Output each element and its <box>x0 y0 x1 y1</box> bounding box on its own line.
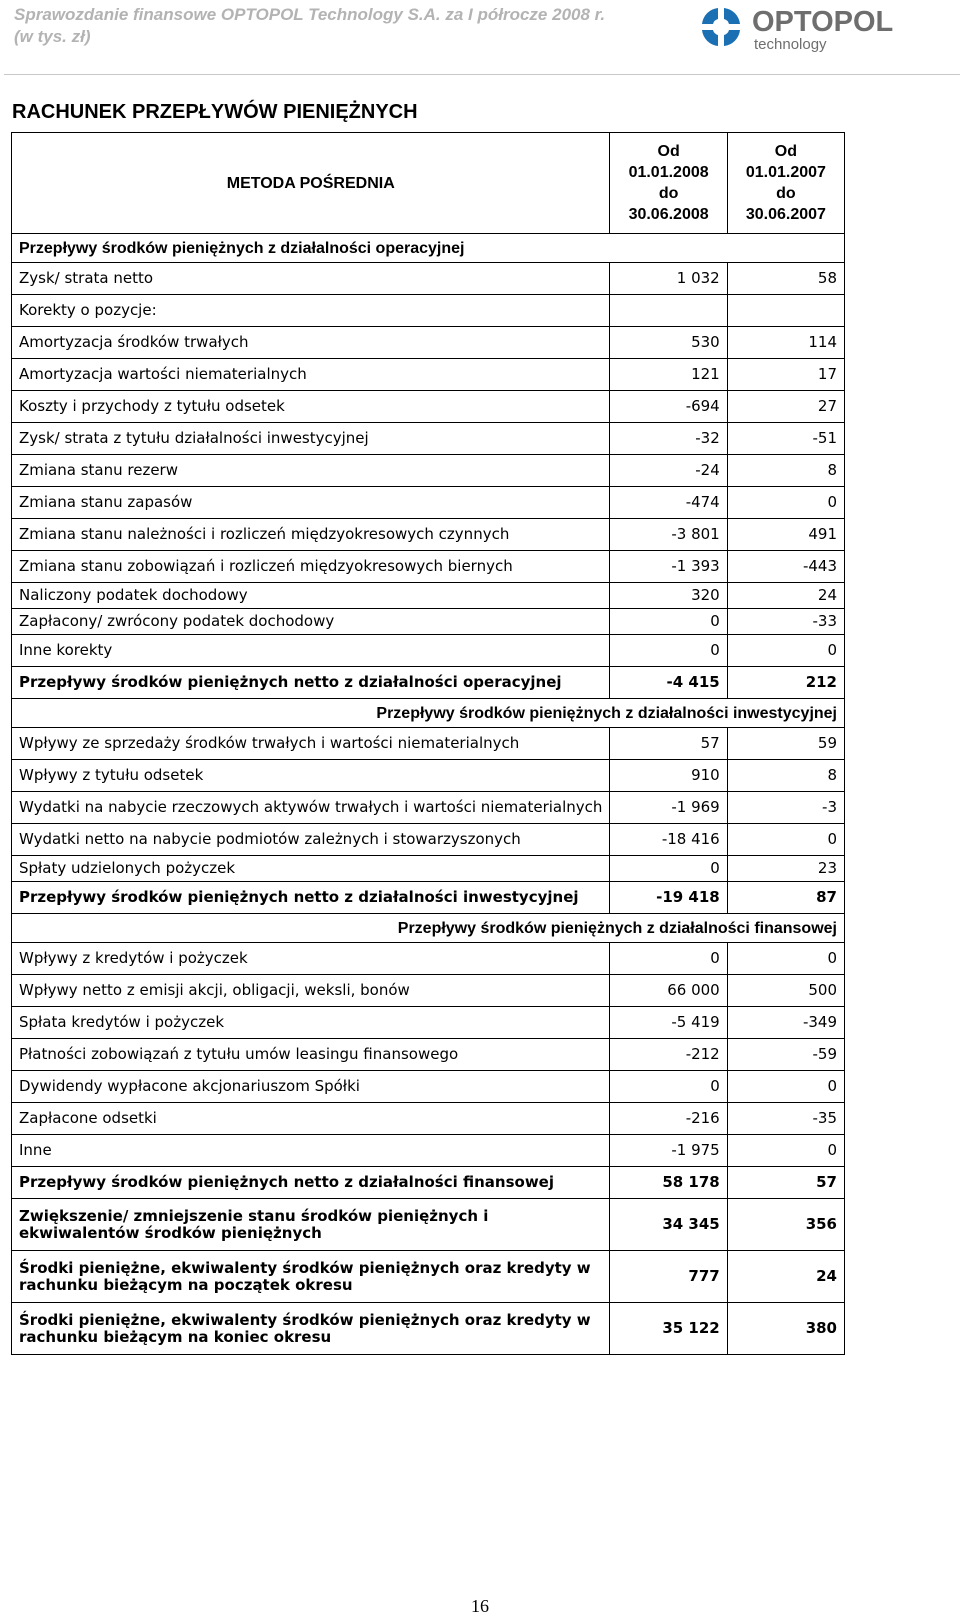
value-2007: 0 <box>727 824 844 856</box>
table-row <box>12 391 845 423</box>
period-2008-from-date: 01.01.2008 <box>628 164 709 181</box>
value-2008: 0 <box>610 856 727 882</box>
value-2007: -349 <box>727 1007 844 1039</box>
row-label: Zapłacony/ zwrócony podatek dochodowy <box>12 609 610 635</box>
period-2007-header <box>727 133 844 234</box>
logo-subtitle: technology <box>754 36 827 53</box>
row-label: Koszty i przychody z tytułu odsetek <box>12 391 610 423</box>
table-row <box>12 327 845 359</box>
value-2008: 57 <box>610 728 727 760</box>
value-2008: -216 <box>610 1103 727 1135</box>
total-value-2007: 57 <box>727 1167 844 1199</box>
value-2007: 8 <box>727 455 844 487</box>
table-row <box>12 943 845 975</box>
table-row <box>12 635 845 667</box>
row-label: Zapłacone odsetki <box>12 1103 610 1135</box>
section-header-row <box>12 699 845 728</box>
total-label: Przepływy środków pieniężnych netto z działalności finansowej <box>12 1167 610 1199</box>
table-row <box>12 609 845 635</box>
summary-value-2008: 777 <box>610 1251 727 1303</box>
value-2007: 114 <box>727 327 844 359</box>
value-2008: -474 <box>610 487 727 519</box>
cash-flow-table-body <box>12 133 845 1355</box>
period-2008-to-date: 30.06.2008 <box>628 206 709 223</box>
row-label: Wpływy z kredytów i pożyczek <box>12 943 610 975</box>
value-2008: 910 <box>610 760 727 792</box>
total-row <box>12 1167 845 1199</box>
table-row <box>12 519 845 551</box>
row-label: Zysk/ strata z tytułu działalności inwestycyjnej <box>12 423 610 455</box>
row-label: Spłata kredytów i pożyczek <box>12 1007 610 1039</box>
value-2007: -59 <box>727 1039 844 1071</box>
value-2007: -51 <box>727 423 844 455</box>
value-2007: 17 <box>727 359 844 391</box>
row-label: Wpływy netto z emisji akcji, obligacji, weksli, bonów <box>12 975 610 1007</box>
total-value-2007: 87 <box>727 882 844 914</box>
total-row <box>12 882 845 914</box>
row-label: Zysk/ strata netto <box>12 263 610 295</box>
period-2007-to-label: do <box>776 185 796 202</box>
value-2007: 24 <box>727 583 844 609</box>
report-title-line1: Sprawozdanie finansowe OPTOPOL Technology S.A. za I półrocze 2008 r. <box>14 5 606 24</box>
net-change-row <box>12 1199 845 1251</box>
summary-label-line2: rachunku bieżącym na początek okresu <box>19 1275 353 1294</box>
summary-value-2008: 34 345 <box>610 1199 727 1251</box>
value-2008: 320 <box>610 583 727 609</box>
period-2007-to-date: 30.06.2007 <box>745 206 826 223</box>
summary-label-line2: ekwiwalentów środków pieniężnych <box>19 1223 322 1242</box>
value-2008: -1 393 <box>610 551 727 583</box>
total-value-2008: 58 178 <box>610 1167 727 1199</box>
total-row <box>12 667 845 699</box>
report-header-title <box>14 4 605 48</box>
value-2008 <box>610 295 727 327</box>
table-header-row <box>12 133 845 234</box>
value-2007: -443 <box>727 551 844 583</box>
summary-value-2007: 24 <box>727 1251 844 1303</box>
summary-label <box>12 1251 610 1303</box>
summary-label <box>12 1303 610 1355</box>
table-row <box>12 856 845 882</box>
summary-label <box>12 1199 610 1251</box>
value-2007: -3 <box>727 792 844 824</box>
table-row <box>12 583 845 609</box>
section-header: Przepływy środków pieniężnych z działalności operacyjnej <box>12 234 845 263</box>
row-label: Wpływy z tytułu odsetek <box>12 760 610 792</box>
value-2008: -32 <box>610 423 727 455</box>
value-2008: 0 <box>610 943 727 975</box>
value-2008: 1 032 <box>610 263 727 295</box>
period-2007-from-label: Od <box>774 143 797 160</box>
table-row <box>12 455 845 487</box>
total-value-2008: -19 418 <box>610 882 727 914</box>
value-2007: 0 <box>727 943 844 975</box>
row-label: Wydatki netto na nabycie podmiotów zależnych i stowarzyszonych <box>12 824 610 856</box>
total-value-2008: -4 415 <box>610 667 727 699</box>
row-label: Inne korekty <box>12 635 610 667</box>
value-2008: 0 <box>610 635 727 667</box>
table-row <box>12 975 845 1007</box>
value-2008: -24 <box>610 455 727 487</box>
row-label: Amortyzacja środków trwałych <box>12 327 610 359</box>
table-row <box>12 1071 845 1103</box>
row-label: Wpływy ze sprzedaży środków trwałych i wartości niematerialnych <box>12 728 610 760</box>
row-label: Naliczony podatek dochodowy <box>12 583 610 609</box>
summary-label-line2: rachunku bieżącym na koniec okresu <box>19 1327 332 1346</box>
value-2007: 0 <box>727 1071 844 1103</box>
summary-label-line1: Zwiększenie/ zmniejszenie stanu środków pieniężnych i <box>19 1206 489 1225</box>
table-row <box>12 1007 845 1039</box>
table-row <box>12 423 845 455</box>
table-row <box>12 487 845 519</box>
value-2008: -1 969 <box>610 792 727 824</box>
row-label: Korekty o pozycje: <box>12 295 610 327</box>
closing-balance-row <box>12 1303 845 1355</box>
table-row <box>12 263 845 295</box>
row-label: Zmiana stanu zobowiązań i rozliczeń międzyokresowych biernych <box>12 551 610 583</box>
section-header: Przepływy środków pieniężnych z działalności finansowej <box>12 914 845 943</box>
logo-mark-icon <box>702 8 740 46</box>
document-title: RACHUNEK PRZEPŁYWÓW PIENIĘŻNYCH <box>12 101 418 123</box>
value-2007: 491 <box>727 519 844 551</box>
value-2008: -212 <box>610 1039 727 1071</box>
value-2007: 23 <box>727 856 844 882</box>
table-row <box>12 551 845 583</box>
row-label: Zmiana stanu zapasów <box>12 487 610 519</box>
row-label: Wydatki na nabycie rzeczowych aktywów trwałych i wartości niematerialnych <box>12 792 610 824</box>
value-2007: -35 <box>727 1103 844 1135</box>
table-row <box>12 1103 845 1135</box>
total-label: Przepływy środków pieniężnych netto z działalności operacyjnej <box>12 667 610 699</box>
table-row <box>12 792 845 824</box>
row-label: Zmiana stanu rezerw <box>12 455 610 487</box>
table-row <box>12 760 845 792</box>
value-2008: -3 801 <box>610 519 727 551</box>
period-2008-header <box>610 133 727 234</box>
value-2008: -5 419 <box>610 1007 727 1039</box>
value-2008: 0 <box>610 1071 727 1103</box>
value-2007: 59 <box>727 728 844 760</box>
total-label: Przepływy środków pieniężnych netto z działalności inwestycyjnej <box>12 882 610 914</box>
total-value-2007: 212 <box>727 667 844 699</box>
value-2008: 530 <box>610 327 727 359</box>
value-2007: 0 <box>727 1135 844 1167</box>
value-2007: 0 <box>727 487 844 519</box>
section-header-row <box>12 914 845 943</box>
table-row <box>12 824 845 856</box>
optopol-logo <box>698 4 918 60</box>
table-row <box>12 1135 845 1167</box>
summary-value-2008: 35 122 <box>610 1303 727 1355</box>
value-2008: -18 416 <box>610 824 727 856</box>
summary-value-2007: 380 <box>727 1303 844 1355</box>
value-2007 <box>727 295 844 327</box>
value-2007: 27 <box>727 391 844 423</box>
period-2008-to-label: do <box>658 185 679 202</box>
value-2007: 500 <box>727 975 844 1007</box>
table-row <box>12 728 845 760</box>
value-2008: 121 <box>610 359 727 391</box>
table-row <box>12 295 845 327</box>
value-2008: 0 <box>610 609 727 635</box>
row-label: Inne <box>12 1135 610 1167</box>
logo-wordmark: OPTOPOL <box>752 6 894 38</box>
section-header: Przepływy środków pieniężnych z działalności inwestycyjnej <box>12 699 845 728</box>
table-row <box>12 1039 845 1071</box>
summary-label-line1: Środki pieniężne, ekwiwalenty środków pieniężnych oraz kredyty w <box>19 1258 591 1277</box>
value-2007: -33 <box>727 609 844 635</box>
row-label: Dywidendy wypłacone akcjonariuszom Spółki <box>12 1071 610 1103</box>
section-header-row <box>12 234 845 263</box>
summary-label-line1: Środki pieniężne, ekwiwalenty środków pieniężnych oraz kredyty w <box>19 1310 591 1329</box>
row-label: Amortyzacja wartości niematerialnych <box>12 359 610 391</box>
value-2008: -694 <box>610 391 727 423</box>
report-title-line2: (w tys. zł) <box>14 27 91 46</box>
row-label: Spłaty udzielonych pożyczek <box>12 856 610 882</box>
value-2007: 0 <box>727 635 844 667</box>
summary-value-2007: 356 <box>727 1199 844 1251</box>
opening-balance-row <box>12 1251 845 1303</box>
row-label: Płatności zobowiązań z tytułu umów leasingu finansowego <box>12 1039 610 1071</box>
period-2008-from-label: Od <box>657 143 680 160</box>
header-divider <box>4 74 960 75</box>
cash-flow-table <box>11 132 845 1355</box>
value-2007: 58 <box>727 263 844 295</box>
value-2007: 8 <box>727 760 844 792</box>
table-row <box>12 359 845 391</box>
row-label: Zmiana stanu należności i rozliczeń międzyokresowych czynnych <box>12 519 610 551</box>
method-label: METODA POŚREDNIA <box>12 133 610 234</box>
page-number: 16 <box>471 1596 489 1616</box>
value-2008: -1 975 <box>610 1135 727 1167</box>
value-2008: 66 000 <box>610 975 727 1007</box>
period-2007-from-date: 01.01.2007 <box>745 164 826 181</box>
